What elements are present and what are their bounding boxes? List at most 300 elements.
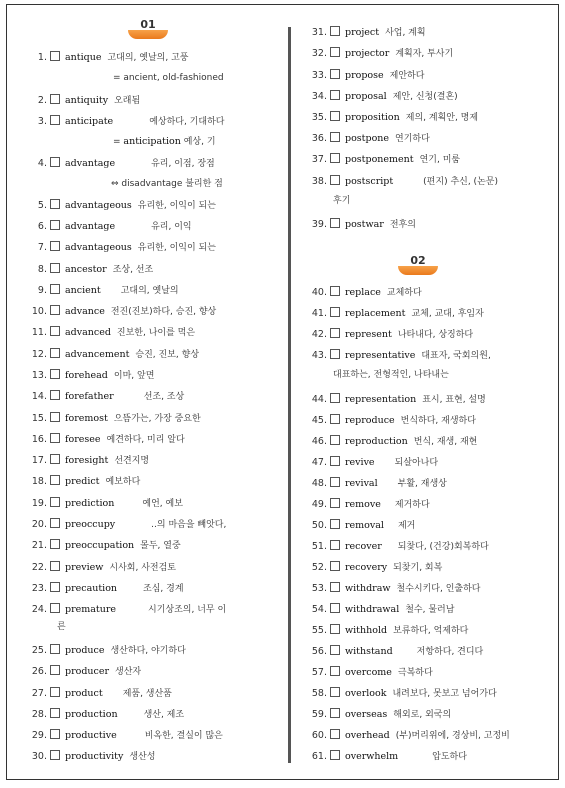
entry-word: overhead [345,730,390,741]
entry-word: preoccupy [65,519,116,530]
sub-prefix: = [113,137,124,147]
entry-word: premature [65,604,117,615]
entry-meaning: 유리, 이점, 장점 [151,159,215,169]
entry-number: 50. [311,520,327,531]
entry-number: 30. [31,751,47,762]
entry-meaning: 제안하다 [389,71,425,81]
checkbox[interactable] [50,518,60,528]
entry-meaning: 조심, 경계 [143,584,184,594]
entry-wrap-line: 후기 [333,196,351,206]
entry-meaning: 승진, 진보, 향상 [135,350,200,360]
entry-word: withdrawal [345,604,400,615]
checkbox[interactable] [330,307,340,317]
checkbox[interactable] [50,326,60,336]
checkbox[interactable] [330,286,340,296]
entry-number: 39. [311,219,327,230]
entry-word: overcome [345,667,392,678]
entry-word: prediction [65,498,115,509]
entry-meaning: 제품, 생산품 [122,689,172,699]
entry-word: reproduction [345,436,408,447]
entry-meaning: 교체하다 [386,288,422,298]
entry-number: 54. [311,604,327,615]
entry-word: overseas [345,709,388,720]
vocab-entry [303,519,415,532]
entry-word: advantageous [65,200,132,211]
vocab-entry [23,284,179,297]
checkbox[interactable] [330,477,340,487]
entry-word: productive [65,730,117,741]
checkbox[interactable] [50,263,60,273]
entry-word: product [65,688,103,699]
entry-word: forefather [65,391,114,402]
entry-word: overwhelm [345,751,399,762]
entry-meaning: 예언, 예보 [142,499,183,509]
entry-number: 48. [311,478,327,489]
checkbox[interactable] [330,175,340,185]
vocab-entry [303,708,451,721]
checkbox[interactable] [330,47,340,57]
entry-meaning: 제거 [397,521,416,531]
checkbox[interactable] [50,433,60,443]
entry-number: 33. [311,70,327,81]
vocab-entry [23,305,216,318]
vocab-entry [23,220,192,233]
entry-meaning: 유리한, 이익이 되는 [137,243,216,253]
entry-word: advance [65,306,105,317]
entry-number: 26. [31,666,47,677]
entry-word: represent [345,329,392,340]
checkbox[interactable] [330,153,340,163]
checkbox[interactable] [50,115,60,125]
entry-number: 24. [31,604,47,615]
checkbox[interactable] [50,241,60,251]
entry-word: postscript [345,176,394,187]
entry-meaning: 선조, 조상 [143,392,185,402]
entry-word: foresight [65,455,109,466]
entry-number: 55. [311,625,327,636]
entry-word: removal [345,520,384,531]
vocab-entry [303,666,433,679]
vocab-entry [303,132,430,145]
entry-meaning: 나타내다, 상징하다 [397,330,474,340]
entry-number: 3. [37,116,47,127]
vocab-entry [303,47,453,60]
vocab-entry [23,263,153,276]
entry-number: 23. [31,583,47,594]
vocab-entry [303,414,476,427]
entry-word: advantage [65,221,116,232]
entry-number: 21. [31,540,47,551]
entry-meaning: 되찾다, (건강)회복하다 [397,542,489,552]
entry-number: 35. [311,112,327,123]
entry-number: 2. [37,95,47,106]
entry-number: 8. [37,264,47,275]
entry-meaning: 유리한, 이익이 되는 [137,201,216,211]
entry-word: anticipate [65,116,114,127]
entry-meaning: 번식하다, 재생하다 [400,416,476,426]
entry-meaning: 으뜸가는, 가장 중요한 [113,414,201,424]
entry-word: produce [65,645,105,656]
vocab-entry [23,199,216,212]
checkbox[interactable] [330,90,340,100]
entry-word: remove [345,499,381,510]
vocab-entry [23,561,176,574]
vocab-entry [303,624,468,637]
vocab-entry [303,750,467,763]
entry-number: 52. [311,562,327,573]
entry-number: 19. [31,498,47,509]
entry-meaning: 철수시키다, 인출하다 [396,584,481,594]
entry-word: advancement [65,349,130,360]
entry-meaning: 예상하다, 기대하다 [149,117,225,127]
checkbox[interactable] [50,729,60,739]
entry-meaning: 철수, 물러남 [405,605,455,615]
checkbox[interactable] [330,582,340,592]
section-badge-shape [128,30,168,39]
entry-word: projector [345,48,390,59]
entry-number: 45. [311,415,327,426]
entry-word: ancient [65,285,101,296]
vocab-entry [303,435,477,448]
vocab-entry [23,644,186,657]
entry-number: 15. [31,413,47,424]
entry-number: 5. [37,200,47,211]
vocab-entry [23,51,188,64]
vocab-entry [303,307,484,320]
vocab-entry [303,687,497,700]
entry-meaning: 대표자, 국회의원, [421,351,491,361]
sub-word: anticipation [123,136,181,147]
checkbox[interactable] [50,582,60,592]
entry-word: revive [345,457,375,468]
checkbox[interactable] [330,414,340,424]
vocab-entry [303,456,438,469]
entry-number: 29. [31,730,47,741]
entry-meaning: 교체, 교대, 후임자 [411,309,484,319]
entry-word: overlook [345,688,387,699]
entry-word: advantageous [65,242,132,253]
entry-number: 36. [311,133,327,144]
entry-number: 4. [37,158,47,169]
entry-word: postpone [345,133,390,144]
entry-number: 25. [31,645,47,656]
entry-word: withdraw [345,583,391,594]
entry-word: foresee [65,434,101,445]
entry-number: 57. [311,667,327,678]
vocabulary-sheet [6,4,559,780]
entry-number: 1. [37,52,47,63]
vocab-entry [303,645,483,658]
entry-meaning: 몰두, 열중 [140,541,181,551]
entry-meaning: 되찾기, 회복 [393,563,443,573]
vocab-entry [23,94,140,107]
entry-meaning: 제의, 계획안, 명제 [405,113,479,123]
entry-meaning: 이마, 앞면 [113,371,155,381]
entry-meaning: ..의 마음을 빼앗다, [151,520,227,530]
entry-word: replacement [345,308,406,319]
checkbox[interactable] [330,349,340,359]
entry-word: postponement [345,154,414,165]
checkbox[interactable] [50,390,60,400]
vocab-entry [23,390,184,403]
entry-meaning: 저항하다, 견디다 [416,647,484,657]
checkbox[interactable] [330,328,340,338]
entry-meaning: 연기, 미룸 [419,155,461,165]
column-divider [288,27,291,763]
entry-number: 40. [311,287,327,298]
vocab-entry [23,729,223,742]
entry-number: 41. [311,308,327,319]
entry-word: forehead [65,370,108,381]
checkbox[interactable] [50,687,60,697]
entry-meaning: 진보한, 나이를 먹은 [116,328,196,338]
entry-meaning: 표시, 표현, 설명 [422,395,486,405]
checkbox[interactable] [330,624,340,634]
entry-wrap-line: 대표하는, 전형적인, 나타내는 [333,370,449,380]
entry-meaning: 제거하다 [394,500,430,510]
entry-number: 42. [311,329,327,340]
entry-number: 60. [311,730,327,741]
vocab-entry [23,497,183,510]
checkbox[interactable] [50,539,60,549]
entry-word: proposition [345,112,400,123]
vocab-entry [23,687,172,700]
vocab-entry [23,115,224,128]
entry-meaning: 생산, 제조 [143,710,185,720]
entry-meaning: 예보하다 [105,477,141,487]
entry-word: withstand [345,646,393,657]
checkbox[interactable] [50,157,60,167]
entry-meaning: 제안, 신청(결혼) [392,92,458,102]
entry-number: 16. [31,434,47,445]
entry-word: foremost [65,413,108,424]
vocab-entry [303,477,447,490]
entry-word: advanced [65,327,111,338]
entry-number: 59. [311,709,327,720]
checkbox[interactable] [50,497,60,507]
entry-meaning: 고대의, 옛날의 [120,286,179,296]
vocab-entry [303,111,478,124]
checkbox[interactable] [330,132,340,142]
checkbox[interactable] [330,69,340,79]
entry-number: 58. [311,688,327,699]
vocab-entry [23,369,154,382]
entry-number: 34. [311,91,327,102]
checkbox[interactable] [330,519,340,529]
section-number: 01 [140,18,156,31]
entry-number: 13. [31,370,47,381]
vocab-entry [23,412,201,425]
entry-meaning: 생산성 [129,752,156,762]
entry-meaning: 조상, 선조 [112,265,154,275]
entry-number: 32. [311,48,327,59]
vocab-entry [303,286,422,299]
entry-number: 53. [311,583,327,594]
checkbox[interactable] [50,305,60,315]
section-number: 02 [410,254,426,267]
checkbox[interactable] [330,540,340,550]
entry-word: reproduce [345,415,395,426]
entry-meaning: (편지) 추신, (논문) [423,177,498,187]
section-badge-shape [398,266,438,275]
vocab-entry [23,326,195,339]
vocab-entry [23,433,185,446]
checkbox[interactable] [330,111,340,121]
entry-meaning: (부)머리위에, 경상비, 고정비 [395,731,510,741]
vocab-entry [303,26,426,39]
checkbox[interactable] [330,218,340,228]
sub-meaning: 예상, 기 [180,137,216,147]
vocab-entry [303,393,486,406]
entry-number: 38. [311,176,327,187]
entry-number: 28. [31,709,47,720]
vocab-entry [303,153,460,166]
entry-number: 46. [311,436,327,447]
checkbox[interactable] [330,729,340,739]
entry-number: 11. [31,327,47,338]
vocab-entry [303,349,491,362]
entry-antonym-line: ⇔ disadvantage 불리한 점 [111,179,223,189]
checkbox[interactable] [50,561,60,571]
checkbox[interactable] [330,666,340,676]
entry-word: withhold [345,625,388,636]
checkbox[interactable] [50,412,60,422]
vocab-entry [23,750,155,763]
vocab-entry [303,540,489,553]
entry-word: recovery [345,562,388,573]
checkbox[interactable] [330,456,340,466]
entry-meaning: 계획자, 투사기 [395,49,454,59]
entry-number: 18. [31,476,47,487]
entry-word: recover [345,541,382,552]
vocab-entry [303,175,498,188]
checkbox[interactable] [50,51,60,61]
entry-word: producer [65,666,110,677]
vocab-entry [303,582,481,595]
entry-meaning: 생산하다, 야기하다 [110,646,186,656]
checkbox[interactable] [50,750,60,760]
entry-number: 51. [311,541,327,552]
checkbox[interactable] [50,369,60,379]
entry-meaning: 전후의 [389,220,416,230]
checkbox[interactable] [330,561,340,571]
checkbox[interactable] [50,603,60,613]
vocab-entry [303,561,442,574]
vocab-entry [303,328,473,341]
entry-word: proposal [345,91,387,102]
vocab-entry [23,454,149,467]
checkbox[interactable] [50,94,60,104]
checkbox[interactable] [50,644,60,654]
checkbox[interactable] [330,603,340,613]
entry-number: 27. [31,688,47,699]
entry-number: 49. [311,499,327,510]
entry-number: 17. [31,455,47,466]
entry-number: 43. [311,350,327,361]
checkbox[interactable] [330,435,340,445]
vocab-entry [23,157,215,170]
entry-meaning: 오래됨 [114,96,141,106]
entry-word: precaution [65,583,118,594]
vocab-entry [23,539,181,552]
checkbox[interactable] [330,26,340,36]
checkbox[interactable] [50,284,60,294]
entry-word: production [65,709,118,720]
vocab-entry [23,475,140,488]
entry-word: representation [345,394,417,405]
vocab-entry [303,498,430,511]
entry-word: propose [345,70,384,81]
entry-number: 12. [31,349,47,360]
entry-word: postwar [345,219,384,230]
vocab-entry [23,603,226,616]
entry-meaning: 시기상조의, 너무 이 [148,605,227,615]
entry-meaning: 극복하다 [397,668,433,678]
entry-number: 22. [31,562,47,573]
vocab-entry [23,348,199,361]
checkbox[interactable] [330,498,340,508]
entry-word: project [345,27,380,38]
entry-meaning: 비옥한, 결실이 많은 [144,731,223,741]
entry-word: antiquity [65,95,109,106]
entry-number: 10. [31,306,47,317]
checkbox[interactable] [50,220,60,230]
entry-meaning: 선견지명 [114,456,150,466]
entry-wrap-line: 른 [57,622,66,632]
entry-number: 44. [311,394,327,405]
checkbox[interactable] [50,708,60,718]
vocab-entry [303,90,458,103]
vocab-entry [23,582,184,595]
entry-meaning: 내려보다, 못보고 넘어가다 [392,689,497,699]
entry-number: 56. [311,646,327,657]
entry-word: preoccupation [65,540,135,551]
checkbox[interactable] [330,645,340,655]
entry-meaning: 생산자 [115,667,142,677]
checkbox[interactable] [50,475,60,485]
entry-meaning: 해외로, 외국의 [393,710,452,720]
entry-meaning: 부활, 재생상 [397,479,447,489]
checkbox[interactable] [330,687,340,697]
vocab-entry [303,729,510,742]
entry-meaning: 압도하다 [432,752,467,762]
entry-meaning: 연기하다 [395,134,430,144]
entry-number: 37. [311,154,327,165]
entry-meaning: 전진(진보)하다, 승진, 향상 [110,307,217,317]
entry-synonym-line: = ancient, old-fashioned [113,73,224,83]
entry-number: 47. [311,457,327,468]
vocab-entry [303,69,424,82]
entry-meaning: 예견하다, 미리 알다 [106,435,185,445]
vocab-entry [303,218,416,231]
entry-number: 6. [37,221,47,232]
checkbox[interactable] [50,199,60,209]
entry-meaning: 되살아나다 [394,458,439,468]
entry-word: preview [65,562,104,573]
entry-word: advantage [65,158,116,169]
checkbox[interactable] [330,750,340,760]
entry-number: 7. [37,242,47,253]
entry-meaning: 고대의, 옛날의, 고풍 [107,53,189,63]
entry-meaning: 사업, 계획 [385,28,426,38]
checkbox[interactable] [50,665,60,675]
checkbox[interactable] [50,348,60,358]
entry-number: 9. [37,285,47,296]
checkbox[interactable] [50,454,60,464]
checkbox[interactable] [330,393,340,403]
entry-word: revival [345,478,378,489]
checkbox[interactable] [330,708,340,718]
